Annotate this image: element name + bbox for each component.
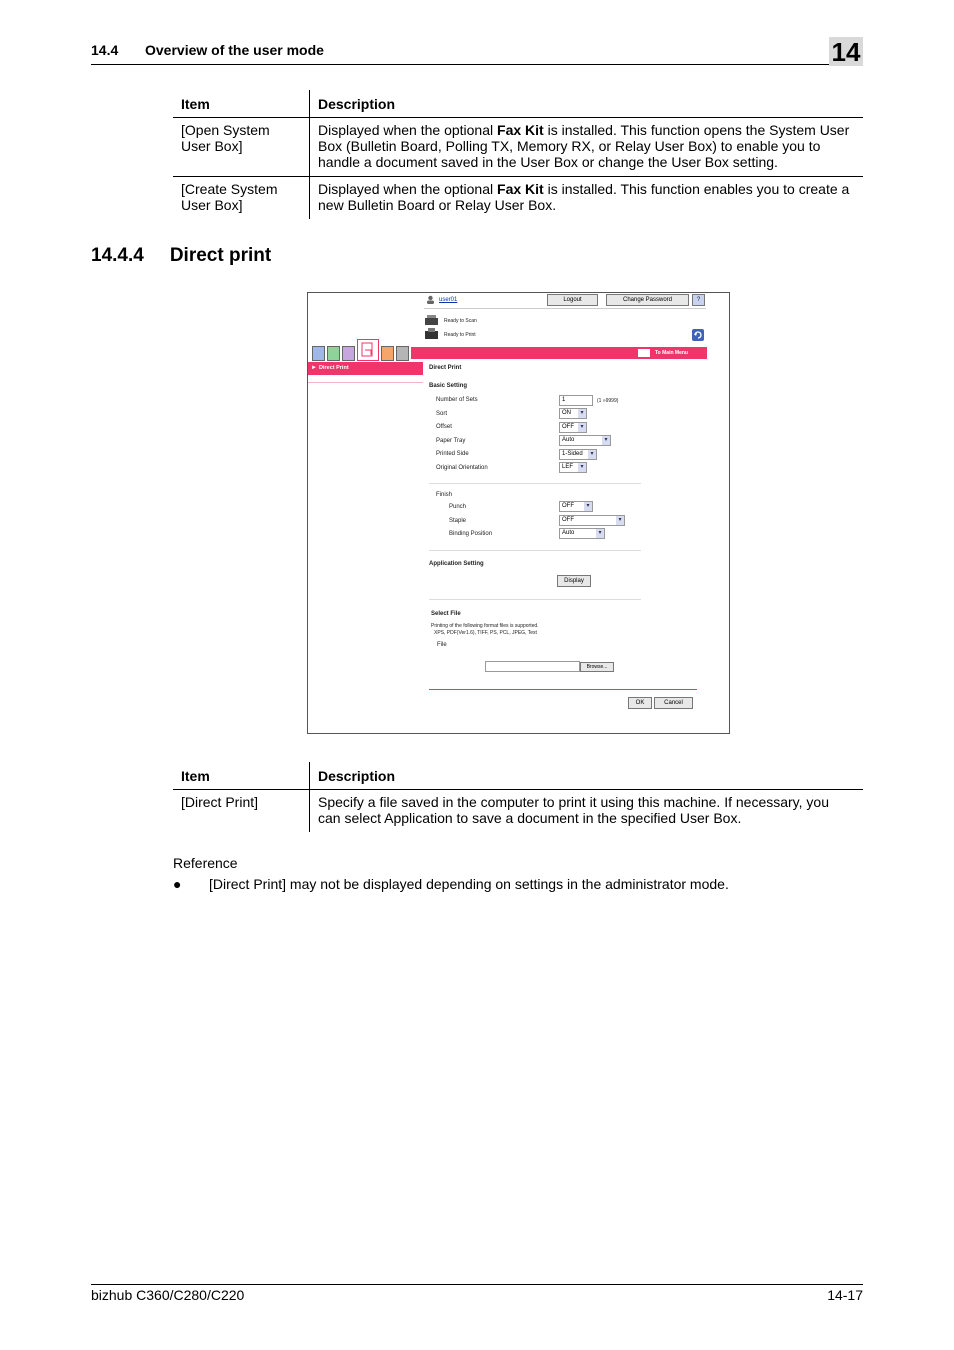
chevron-down-icon: ▾ (578, 409, 586, 418)
paper-tray-label: Paper Tray (436, 438, 466, 444)
staple-select[interactable]: OFF ▾ (559, 515, 625, 526)
chevron-down-icon: ▾ (588, 450, 596, 459)
direct-print-screenshot (307, 292, 730, 734)
cell-item: [Open System User Box] (173, 118, 310, 177)
divider (429, 550, 641, 551)
cell-item: [Create System User Box] (173, 177, 310, 220)
sidebar-item-label: Direct Print (319, 365, 349, 371)
display-button[interactable]: Display (557, 575, 591, 587)
browse-button[interactable]: Browse... (580, 662, 614, 672)
chevron-down-icon: ▾ (596, 529, 604, 538)
sidebar-arrow-icon: ► (311, 365, 317, 371)
reference-title: Reference (173, 855, 238, 871)
footer-divider (429, 689, 697, 690)
tab-box-icon[interactable] (312, 346, 325, 361)
bullet-icon: ● (173, 876, 182, 892)
cancel-button[interactable]: Cancel (654, 697, 693, 709)
header-rule (91, 64, 863, 65)
col-header-item: Item (173, 90, 310, 118)
logout-button[interactable]: Logout (547, 294, 598, 306)
select-file-heading: Select File (431, 611, 461, 617)
tab-fax-icon[interactable] (327, 346, 340, 361)
main-menu-icon (638, 349, 650, 357)
file-path-input[interactable] (485, 661, 580, 672)
cell-description: Displayed when the optional Fax Kit is installed. This function opens the System User Box (Bulletin Board, Polling TX, Memory RX, or Relay User Box) to enable you to handle a document saved in the User Box or change the User Box setting. (310, 118, 864, 177)
section-title: Overview of the user mode (145, 42, 324, 58)
sort-label: Sort (436, 411, 448, 417)
refresh-icon[interactable] (692, 329, 704, 341)
footer-rule (91, 1284, 863, 1285)
user-icon (426, 295, 435, 304)
chevron-down-icon: ▾ (578, 423, 586, 432)
scanner-icon (424, 314, 439, 326)
printed-side-select[interactable]: 1-Sided ▾ (559, 449, 597, 460)
number-of-sets-label: Number of Sets (436, 397, 478, 403)
status-print: Ready to Print (444, 332, 476, 338)
user-name: user01 (439, 297, 458, 303)
section-heading (91, 245, 271, 267)
offset-select[interactable]: OFF ▾ (559, 422, 587, 433)
binding-position-select[interactable]: Auto ▾ (559, 528, 605, 539)
punch-select[interactable]: OFF ▾ (559, 501, 593, 512)
cell-item: [Direct Print] (173, 790, 310, 833)
divider (429, 599, 641, 600)
reference-text: [Direct Print] may not be displayed depending on settings in the administrator mode. (209, 876, 729, 892)
ok-button[interactable]: OK (628, 697, 652, 709)
table-row (173, 790, 863, 833)
chevron-down-icon: ▾ (616, 516, 624, 525)
heading-number: 14.4.4 (91, 245, 144, 266)
number-of-sets-input[interactable]: 1 (559, 395, 593, 406)
footer-page-number: 14-17 (827, 1287, 863, 1303)
col-header-description: Description (310, 90, 864, 118)
chapter-number: 14 (829, 37, 863, 66)
original-orientation-label: Original Orientation (436, 465, 488, 471)
application-setting-heading: Application Setting (429, 561, 484, 567)
tab-direct-print-icon[interactable] (357, 339, 379, 361)
staple-label: Staple (449, 518, 467, 524)
table-direct-print (173, 762, 863, 832)
sidebar-divider (308, 382, 423, 383)
table-box-functions (173, 90, 863, 219)
reference-bullet (173, 876, 729, 892)
original-orientation-select[interactable]: LEF ▾ (559, 462, 587, 473)
page-title: Direct Print (429, 365, 462, 371)
cell-description: Specify a file saved in the computer to print it using this machine. If necessary, you can select Application to save a document in the specified User Box. (318, 794, 829, 826)
help-icon[interactable]: ? (692, 294, 705, 306)
tab-store-address-icon[interactable] (381, 346, 394, 361)
col-header-item: Item (173, 762, 310, 790)
number-of-sets-range: (1 »9999) (597, 398, 619, 404)
supported-formats-text: Printing of the following format files is supported. (431, 623, 539, 629)
offset-label: Offset (436, 424, 452, 430)
sort-select[interactable]: ON ▾ (559, 408, 587, 419)
divider (424, 308, 706, 309)
to-main-menu-link[interactable]: To Main Menu (655, 350, 688, 356)
file-label: File (437, 642, 447, 648)
binding-position-label: Binding Position (449, 531, 493, 537)
running-header (91, 42, 324, 58)
col-header-description: Description (310, 762, 864, 790)
printed-side-label: Printed Side (436, 451, 469, 457)
divider (429, 483, 641, 484)
punch-label: Punch (449, 504, 467, 510)
cell-description: Displayed when the optional Fax Kit is installed. This function enables you to create a new Bulletin Board or Relay User Box. (318, 181, 850, 213)
status-scan: Ready to Scan (444, 318, 477, 324)
printer-icon (424, 328, 439, 340)
chevron-down-icon: ▾ (578, 463, 586, 472)
section-number: 14.4 (91, 42, 119, 58)
paper-tray-select[interactable]: Auto ▾ (559, 435, 611, 446)
chevron-down-icon: ▾ (602, 436, 610, 445)
change-password-button[interactable]: Change Password (606, 294, 689, 306)
chevron-down-icon: ▾ (584, 502, 592, 511)
table-row (173, 177, 863, 220)
table-row (173, 118, 863, 177)
tab-favorite-icon[interactable] (396, 346, 409, 361)
footer-model: bizhub C360/C280/C220 (91, 1287, 245, 1303)
supported-formats-list: XPS, PDF(Ver1.6), TIFF, PS, PCL, JPEG, Text (434, 630, 537, 636)
heading-title: Direct print (169, 245, 272, 266)
finish-label: Finish (436, 492, 453, 498)
basic-setting-heading: Basic Setting (429, 383, 468, 389)
tab-scan-icon[interactable] (342, 346, 355, 361)
